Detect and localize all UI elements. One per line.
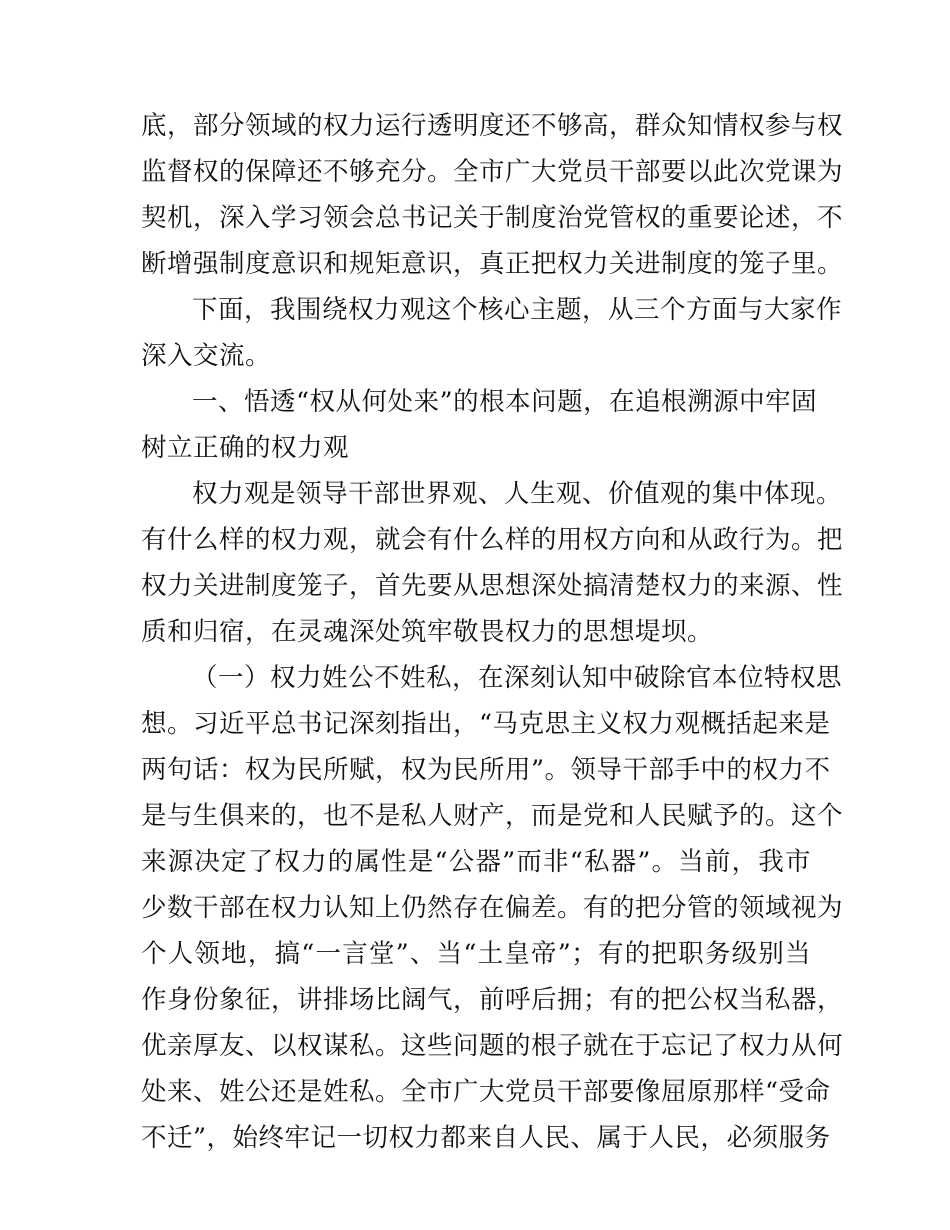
paragraph-1-line-2: 监督权的保障还不够充分。全市广大党员干部要以此次党课为 (141, 157, 844, 187)
paragraph-1-line-1: 底，部分领域的权力运行透明度还不够高，群众知情权参与权 (141, 111, 844, 141)
paragraph-1-line-3: 契机，深入学习领会总书记关于制度治党管权的重要论述，不 (141, 203, 844, 233)
paragraph-4-line-11: 不迁”，始终牢记一切权力都来自人民、属于人民，必须服务 (141, 1123, 831, 1153)
section-heading-line-2: 树立正确的权力观 (141, 433, 350, 463)
paragraph-4-line-8: 作身份象征，讲排场比阔气，前呼后拥；有的把公权当私器， (141, 985, 844, 1015)
paragraph-4-line-2: 想。习近平总书记深刻指出，“马克思主义权力观概括起来是 (141, 709, 831, 739)
paragraph-4-line-3: 两句话：权为民所赋，权为民所用”。领导干部手中的权力不 (141, 755, 831, 785)
paragraph-1-line-4: 断增强制度意识和规矩意识，真正把权力关进制度的笼子里。 (141, 249, 844, 279)
paragraph-2-line-1: 下面，我围绕权力观这个核心主题，从三个方面与大家作 (192, 295, 843, 325)
paragraph-3-line-3: 权力关进制度笼子，首先要从思想深处搞清楚权力的来源、性 (141, 571, 844, 601)
paragraph-4-line-6: 少数干部在权力认知上仍然存在偏差。有的把分管的领域视为 (141, 893, 844, 923)
paragraph-4-line-4: 是与生俱来的，也不是私人财产，而是党和人民赋予的。这个 (141, 801, 844, 831)
paragraph-3-line-2: 有什么样的权力观，就会有什么样的用权方向和从政行为。把 (141, 525, 844, 555)
paragraph-3-line-1: 权力观是领导干部世界观、人生观、价值观的集中体现。 (192, 479, 843, 509)
section-heading-line-1: 一、悟透“权从何处来”的根本问题，在追根溯源中牢固 (192, 387, 818, 417)
paragraph-4-line-10: 处来、姓公还是姓私。全市广大党员干部要像屈原那样“受命 (141, 1077, 831, 1107)
paragraph-3-line-4: 质和归宿，在灵魂深处筑牢敬畏权力的思想堤坝。 (141, 617, 714, 647)
paragraph-4-line-9: 优亲厚友、以权谋私。这些问题的根子就在于忘记了权力从何 (141, 1031, 844, 1061)
paragraph-4-line-5: 来源决定了权力的属性是“公器”而非“私器”。当前，我市 (141, 847, 811, 877)
paragraph-4-line-1: （一）权力姓公不姓私，在深刻认知中破除官本位特权思 (192, 663, 843, 693)
paragraph-4-line-7: 个人领地，搞“一言堂”、当“土皇帝”；有的把职务级别当 (141, 939, 811, 969)
paragraph-2-line-2: 深入交流。 (141, 341, 272, 371)
